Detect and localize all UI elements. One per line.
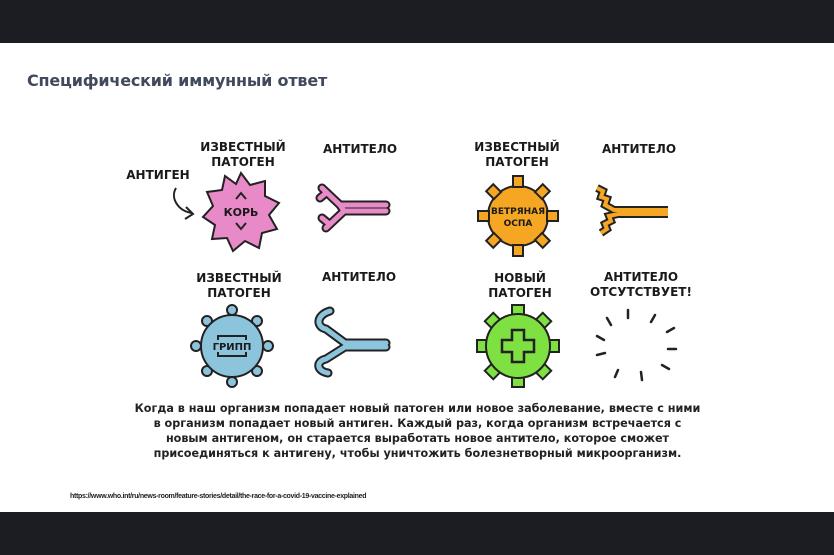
pathogen-label-line1: ИЗВЕСТНЫЙ [474,140,560,154]
pathogen-label-line1: НОВЫЙ [494,271,546,285]
slide-title: Специфический иммунный ответ [27,71,328,90]
missing-antibody-burst-icon [597,310,676,380]
antibody-label-chickenpox: АНТИТЕЛО [601,142,677,156]
pathogen-label-line1: ИЗВЕСТНЫЙ [196,271,282,285]
slide [0,43,834,512]
measles-virus-icon [203,173,279,251]
caption-line: новым антигеном, он старается выработать новое антитело, которое сможет [165,432,670,445]
antibody-blue-icon [319,311,386,373]
source-link[interactable]: https://www.who.int/ru/news-room/feature-stories/detail/the-race-for-a-covid-19-vaccine-explained [70,493,367,500]
virus-name-measles: КОРЬ [223,206,259,219]
chickenpox-virus-icon [478,176,558,256]
antibody-orange-icon [597,188,668,233]
antibody-missing-line2: ОТСУТСТВУЕТ! [590,285,692,299]
virus-name-chickenpox-2: ОСПА [503,219,533,229]
antibody-missing-line1: АНТИТЕЛО [603,270,679,284]
antigen-label: АНТИГЕН [126,168,190,182]
pathogen-label-line2: ПАТОГЕН [211,155,275,169]
pathogen-label-line2: ПАТОГЕН [485,155,549,169]
illustration [0,43,834,512]
pathogen-label-line1: ИЗВЕСТНЫЙ [200,140,286,154]
antibody-pink-icon [320,188,386,228]
antibody-label-flu: АНТИТЕЛО [321,270,397,284]
caption-line: Когда в наш организм попадает новый патоген или новое заболевание, вместе с ними [134,402,701,415]
antibody-label-measles: АНТИТЕЛО [322,142,398,156]
pathogen-label-line2: ПАТОГЕН [207,286,271,300]
flu-virus-icon [191,305,273,387]
virus-name-chickenpox-1: ВЕТРЯНАЯ [490,207,546,217]
pathogen-label-line2: ПАТОГЕН [488,286,552,300]
caption-line: в организм попадает новый антиген. Каждый раз, когда организм встречается с [153,417,682,430]
new-virus-icon [477,305,559,387]
caption-line: присоединяться к антигену, чтобы уничтожить болезнетворный микроорганизм. [153,447,682,460]
virus-name-flu: ГРИПП [212,342,252,353]
